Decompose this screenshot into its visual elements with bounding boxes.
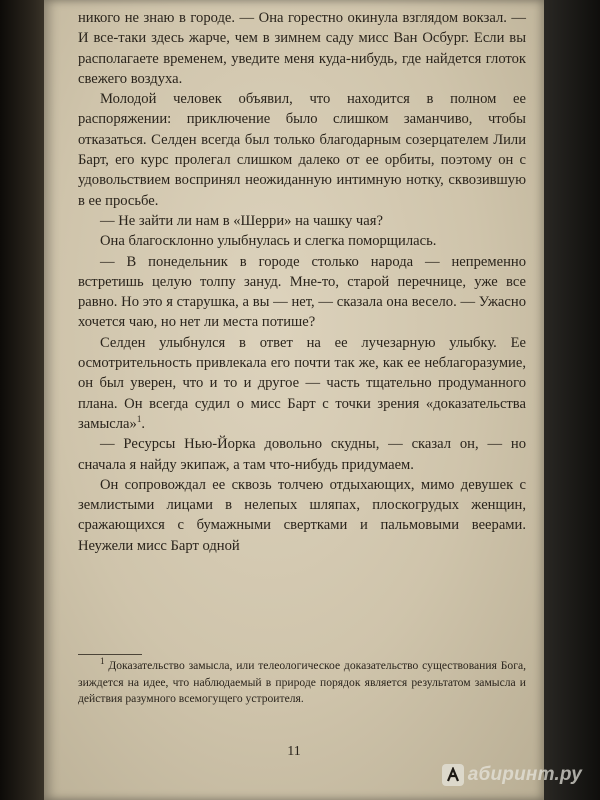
paragraph-text: Селден улыбнулся в ответ на ее лучезарную улыбку. Ее осмотрительность привлекала его почти так же, как ее неблагоразумие, он был уверен, что и то и другое — часть тщательно продуманного плана. Он всегда судил о мисс Барт с точки зрения «доказательства замысла» xyxy=(78,334,526,432)
background-edge xyxy=(538,0,600,800)
watermark xyxy=(442,764,582,786)
footnote-marker: 1 xyxy=(136,414,142,425)
footnote-divider xyxy=(78,654,142,655)
labirint-glyph-icon xyxy=(445,767,461,783)
watermark-text: абиринт.ру xyxy=(467,764,582,785)
footnote-number: 1 xyxy=(100,656,105,667)
main-text xyxy=(78,8,526,556)
paragraph: никого не знаю в городе. — Она горестно окинула взглядом вокзал. — И все-таки здесь жарче, чем в зимнем саду мисс Ван Осбург. Если вы располагаете временем, уведите меня куда-нибудь, где найдется глоток свежего воздуха. xyxy=(78,10,526,87)
footnote xyxy=(78,658,526,708)
paragraph: Она благосклонно улыбнулась и слегка поморщилась. xyxy=(100,233,437,250)
paragraph: Селден улыбнулся в ответ на ее лучезарную улыбку. Ее осмотрительность привлекала его почти так же, как ее неблагоразумие, он был уверен, что и то и другое — часть тщательно продуманного плана. Он всегда судил о мисс Барт с точки зрения «доказательства замысла»$^1$. xyxy=(78,334,526,432)
paragraph: — Не зайти ли нам в «Шерри» на чашку чая? xyxy=(100,212,383,229)
paragraph: — В понедельник в городе столько народа — непременно встретишь целую толпу зануд. Мне-то, старой перечнице, уже все равно. Но это я старушка, а вы — нет, — сказала она весело. — Ужасно хочется чаю, но нет ли места потише? xyxy=(78,253,526,331)
page-number: 11 xyxy=(287,744,301,759)
paragraph: — Ресурсы Нью-Йорка довольно скудны, — сказал он, — но сначала я найду экипаж, а там что-нибудь придумаем. xyxy=(78,436,526,473)
book-page xyxy=(44,0,544,800)
paragraph: Он сопровождал ее сквозь толчею отдыхающих, мимо девушек с землистыми лицами в нелепых шляпах, плоскогрудых женщин, сражающихся с бумажными свертками и пальмовыми веерами. Неужели мисс Барт одной xyxy=(78,476,526,554)
labirint-logo-icon xyxy=(442,764,464,786)
footnote-text: Доказательство замысла, или телеологическое доказательство существования Бога, зиждется на идее, что наблюдаемый в природе порядок является результатом замысла и действия разумного всемогущего устроителя. xyxy=(78,659,526,705)
paragraph: Молодой человек объявил, что находится в полном ее распоряжении: приключение было слишком заманчиво, чтобы отказаться. Селден всегда был только благодарным созерцателем Лили Барт, его курс пролегал слишком далеко от ее орбиты, поэтому он с удовольствием воспринял неожиданную интимную нотку, сквозившую в ее просьбе. xyxy=(78,91,526,209)
